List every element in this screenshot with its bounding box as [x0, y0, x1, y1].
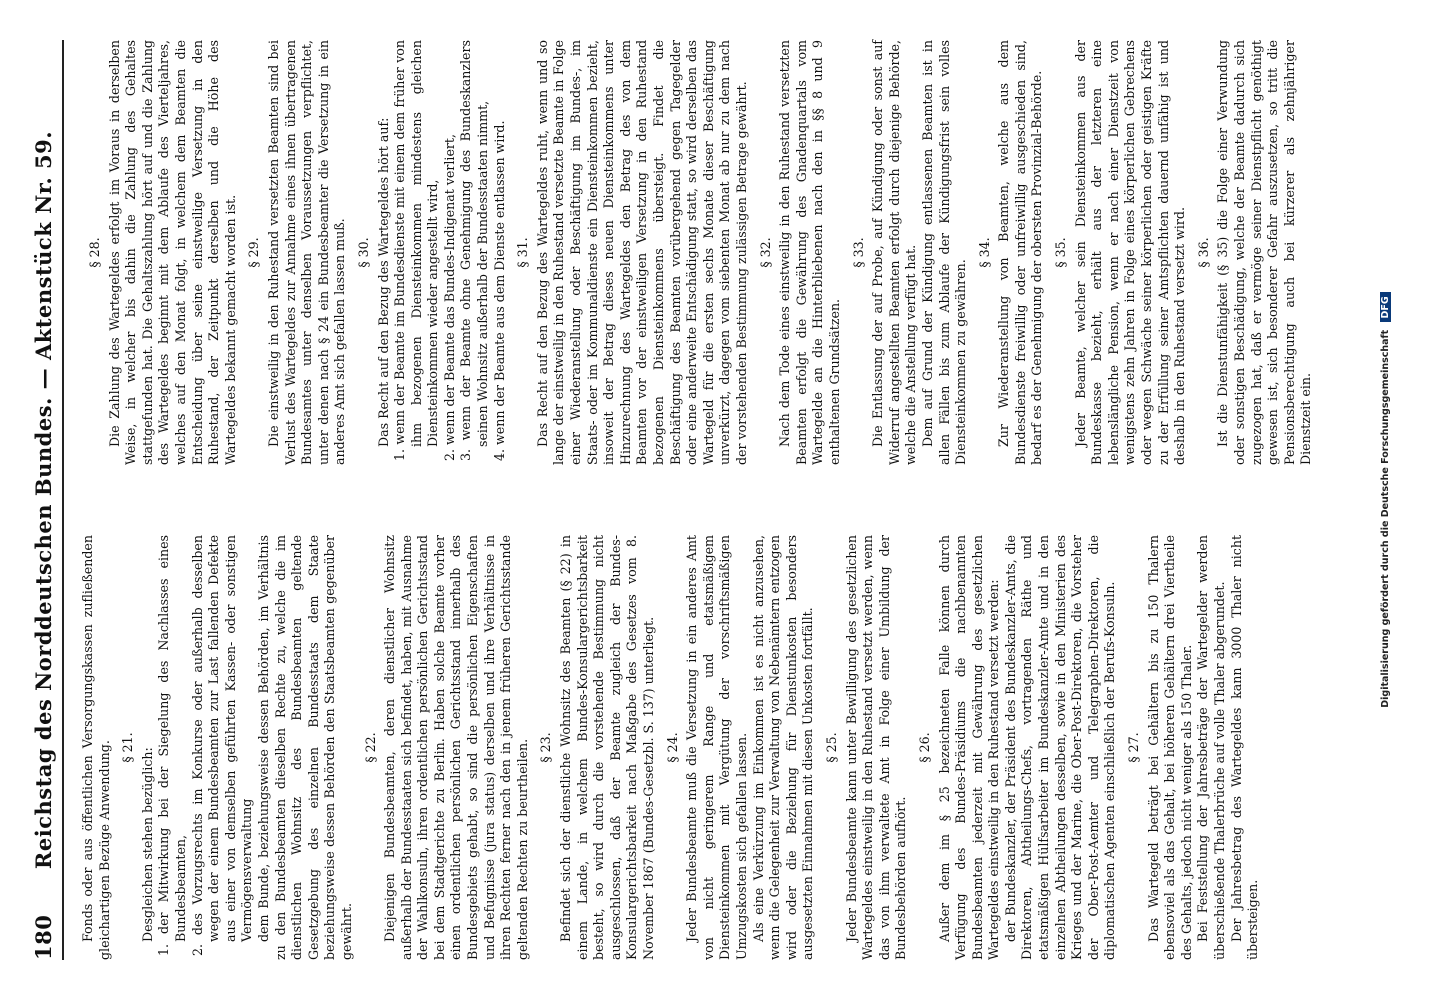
section-heading: § 23. — [538, 732, 554, 763]
paragraph: Ist die Dienstunfähigkeit (§ 35) die Folge einer Verwundung oder sonstigen Beschädigung, welche der Beamte dadurch sich zugezogen hat, daß er vermöge seiner Dienstpflicht genöthigt gewesen ist, sich besonderer Gefahr auszusetzen, so tritt die Pensionsberechtigung auch bei kürzerer als zehnjähriger Dienstzeit ein. — [1215, 40, 1314, 465]
section-heading: § 24. — [664, 732, 680, 763]
section-heading: § 21. — [120, 732, 136, 763]
paragraph: Das Wartegeld beträgt bei Gehältern bis zu 150 Thalern ebensoviel als das Gehalt, bei höheren Gehältern drei Viertheile des Gehalts, jedoch nicht weniger als 150 Thaler. — [1145, 535, 1194, 960]
digitization-note-text: Digitalisierung gefördert durch die Deutsche Forschungsgemeinschaft — [1380, 329, 1391, 708]
paragraph: Der Jahresbetrag des Wartegeldes kann 3000 Thaler nicht übersteigen. — [1228, 535, 1261, 960]
section-heading: § 35. — [1053, 237, 1069, 268]
right-text-column — [80, 40, 1315, 465]
section-heading: § 33. — [850, 237, 866, 268]
paragraph: Außer dem im § 25 bezeichneten Falle können durch Verfügung des Bundes-Präsidiums die nachbenannten Bundesbeamten jederzeit mit Gewährung des gesetzlichen Wartegeldes einstweilig in den Ruhestand versetzt werden: — [936, 535, 1002, 960]
paragraph: Jeder Bundesbeamte muß die Versetzung in ein anderes Amt von nicht geringerem Range und etatsmäßigem Diensteinkommen mit Vergütung der vorschriftsmäßigen Umzugskosten sich gefallen lassen. — [684, 535, 749, 960]
section-heading: § 29. — [246, 237, 262, 268]
paragraph: Die Entlassung der auf Probe, auf Kündigung oder sonst auf Widerruf angestellten Beamten erfolgt durch diejenige Behörde, welche die Anstellung verfügt hat. — [870, 40, 919, 465]
section-heading: § 27. — [1126, 732, 1142, 763]
paragraph: Jeder Bundesbeamte kann unter Bewilligung des gesetzlichen Wartegeldes einstweilig in den Ruhestand versetzt werden, wenn das von ihm verwaltete Amt in Folge einer Umbildung der Bundesbehörden aufhört. — [843, 535, 909, 960]
section-heading: § 28. — [87, 237, 102, 268]
paragraph: Bei Feststellung der Jahresbeträge der Wartegelder werden überschießende Thalerbrüche auf volle Thaler abgerundet. — [1195, 535, 1227, 960]
paragraph: Die einstweilig in den Ruhestand versetzten Beamten sind bei Verlust des Wartegeldes zur Annahme eines ihnen übertragenen Bundesamtes unter denselben Voraussetzungen verpflichtet, unter denen nach § 24 ein Bundesbeamter die Versetzung in ein anderes Amt sich gefallen lassen muß. — [265, 40, 348, 465]
paragraph: Das Recht auf den Bezug des Wartegeldes ruht, wenn und so lange der einstweilig in den Ruhestand versetzte Beamte in Folge einer Wiederanstellung oder Beschäftigung im Bundes-, im Staats- oder im Kommunaldienste ein Diensteinkommen bezieht, insoweit der Betrag dieses neuen Diensteinkommens unter Hinzurechnung des Wartegeldes den Betrag des von dem Beamten vor der einstweiligen Versetzung in den Ruhestand bezogenen Diensteinkommens übersteigt. Findet die Beschäftigung des Beamten vorübergehend gegen Tagegelder oder eine anderweite Entschädigung statt, so wird derselben das Wartegeld für die ersten sechs Monate dieser Beschäftigung unverkürzt, dagegen vom siebenten Monat ab nur zu dem nach der vorstehenden Bestimmung zulässigen Betrage gewährt. — [534, 40, 749, 465]
list-item: 1. wenn der Beamte im Bundesdienste mit einem dem früher von ihm bezogenen Diensteinkommen mindestens gleichen Diensteinkommen wieder angestellt wird, — [392, 40, 441, 461]
paragraph: Diejenigen Bundesbeamten, deren dienstlicher Wohnsitz außerhalb der Bundesstaaten sich befindet, haben, mit Ausnahme der Wahlkonsuln, ihren ordentlichen persönlichen Gerichtsstand bei dem Stadtgerichte zu Berlin. Haben solche Beamte vorher einen ordentlichen persönlichen Gerichtsstand innerhalb des Bundesgebiets gehabt, so sind die persönlichen Eigenschaften und Befugnisse (jura status) derselben und ihre Verhältnisse in ihren Rechten ferner nach den in jenem früheren Gerichtsstande geltenden Rechten zu beurtheilen. — [382, 535, 530, 960]
section-heading: § 36. — [1195, 237, 1211, 268]
paragraph: Befindet sich der dienstliche Wohnsitz des Beamten (§ 22) in einem Lande, in welchem Bundes-Konsulargerichtsbarkeit besteht, so wird durch die vorstehende Bestimmung nicht ausgeschlossen, daß der Beamte zugleich der Bundes-Konsulargerichtsbarkeit nach Maßgabe des Gesetzes vom 8. November 1867 (Bundes-Gesetzbl. S. 137) unterliegt. — [558, 535, 656, 960]
paragraph: Nach dem Tode eines einstweilig in den Ruhestand versetzten Beamten erfolgt die Gewährung des Gnadenquartals vom Wartegelde an die Hinterbliebenen nach den in §§ 8 und 9 enthaltenen Grundsätzen. — [777, 40, 842, 465]
page-title: Reichstag des Norddeutschen Bundes. — Aktenstück Nr. 59. — [31, 130, 56, 870]
section-heading: § 30. — [355, 237, 371, 268]
paragraph: der Bundeskanzler, der Präsident des Bundeskanzler-Amts, die Direktoren, Abtheilungs-Chefs, vortragenden Räthe und etatsmäßigen Hülfsarbeiter im Bundeskanzler-Amte und in den einzelnen Abtheilungen desselben, sowie in den Ministerien des Krieges und der Marine, die Ober-Post-Direktoren, die Vorsteher der Ober-Post-Aemter und Telegraphen-Direktoren, die diplomatischen Agenten einschließlich der Berufs-Konsuln. — [1002, 535, 1118, 960]
section-heading: § 32. — [757, 237, 773, 268]
list-item: 1. der Mitwirkung bei der Siegelung des Nachlasses eines Bundesbeamten, — [156, 535, 188, 956]
section-heading: § 25. — [823, 732, 839, 763]
paragraph: Desgleichen stehen bezüglich: — [139, 747, 155, 942]
paragraph: Jeder Beamte, welcher sein Diensteinkommen aus der Bundeskasse bezieht, erhält aus der letzteren eine lebenslängliche Pension, wenn er nach einer Dienstzeit von wenigstens zehn Jahren in Folge eines körperlichen Gebrechens oder wegen Schwäche seiner körperlichen oder geistigen Kräfte zu der Erfüllung seiner Amtspflichten dauernd unfähig ist und deshalb in den Ruhestand versetzt wird. — [1072, 40, 1188, 465]
paragraph: Als eine Verkürzung im Einkommen ist es nicht anzusehen, wenn die Gelegenheit zur Verwaltung von Nebenämtern entzogen wird oder die Beziehung für Dienstunkosten besonders ausgesetzten Einnahmen mit diesen Unkosten fortfällt. — [750, 535, 816, 960]
paragraph: Das Recht auf den Bezug des Wartegeldes hört auf: — [375, 117, 391, 447]
section-heading: § 22. — [362, 732, 378, 763]
section-heading: § 26. — [916, 732, 932, 763]
page-number: 180 — [31, 914, 56, 960]
digitization-note — [1380, 0, 1391, 1000]
dfg-logo: DFG — [1380, 292, 1391, 322]
section-heading: § 34. — [976, 237, 992, 268]
page-header — [28, 40, 64, 960]
paragraph: Die Zahlung des Wartegeldes erfolgt im Voraus in derselben Weise, in welcher bis dahin die Zahlung des Gehaltes stattgefunden hat. Die Gehaltszahlung hört auf und die Zahlung des Wartegeldes beginnt mit dem Ablaufe des Vierteljahres, welches auf den Monat folgt, in welchem dem Beamten die Entscheidung über seine einstweilige Versetzung in den Ruhestand, der Zeitpunkt derselben und die Höhe des Wartegeldes bekannt gemacht worden ist. — [106, 40, 238, 465]
list-item: 4. wenn der Beamte aus dem Dienste entlassen wird. — [491, 120, 507, 461]
paragraph: dem Bunde, beziehungsweise dessen Behörden, im Verhältnis zu den Bundesbeamten dieselben Rechte zu, welche die im dienstlichen Wohnsitz des Bundesbeamten geltende Gesetzgebung des einzelnen Bundesstaats dem Staate beziehungsweise dessen Behörden den Staatsbeamten gegenüber gewährt. — [255, 535, 354, 960]
list-item: 2. des Vorzugsrechts im Konkurse oder außerhalb desselben wegen der einem Bundesbeamten zur Last fallenden Defekte aus einer von demselben geführten Kassen- oder sonstigen Vermögensverwaltung — [189, 535, 255, 956]
section-heading: § 31. — [515, 237, 531, 268]
paragraph: Fonds oder aus öffentlichen Versorgungskassen zufließenden gleichartigen Bezüge Anwendung. — [80, 535, 112, 960]
list-item: 2. wenn der Beamte das Bundes-Indigenat verliert, — [441, 134, 457, 461]
left-text-column — [80, 535, 1262, 960]
paragraph: Zur Wiederanstellung von Beamten, welche aus dem Bundesdienste freiwillig oder unfreiwillig ausgeschieden sind, bedarf es der Genehmigung der obersten Provinzial-Behörde. — [996, 40, 1045, 465]
list-item: 3. wenn der Beamte ohne Genehmigung des Bundeskanzlers seinen Wohnsitz außerhalb der Bundesstaaten nimmt, — [458, 40, 491, 461]
paragraph: Dem auf Grund der Kündigung entlassenen Beamten ist in allen Fällen bis zum Ablaufe der Kündigungsfrist sein volles Diensteinkommen zu gewähren. — [919, 40, 969, 465]
